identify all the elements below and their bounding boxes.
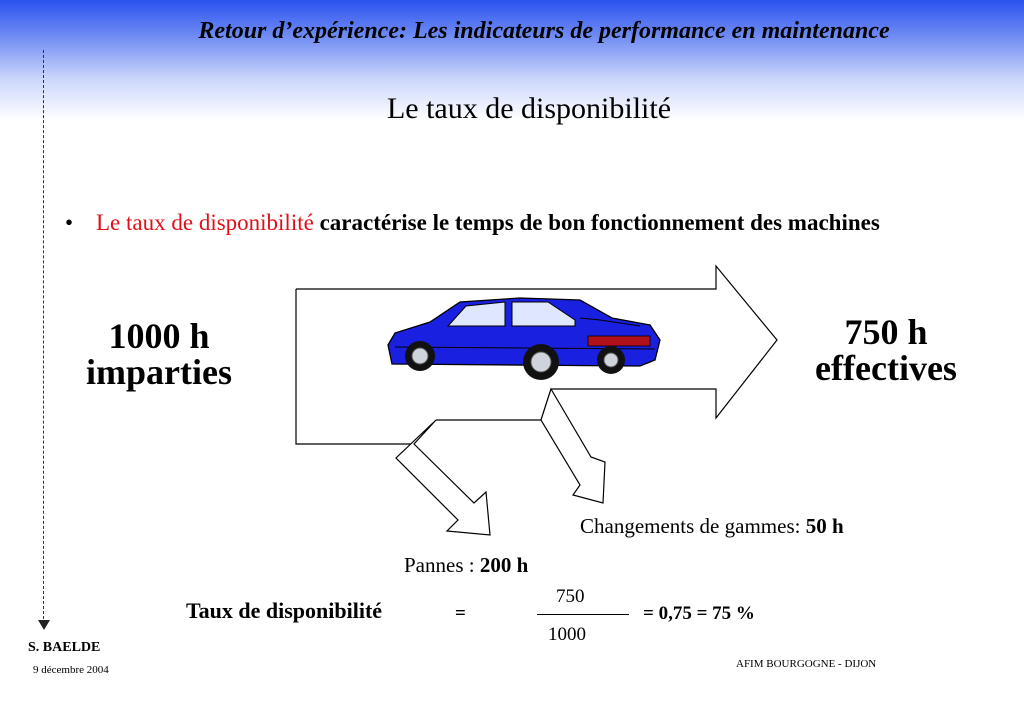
bullet-highlight: Le taux de disponibilité	[96, 210, 314, 235]
pannes-label	[404, 553, 528, 578]
input-hours-caption: imparties	[86, 352, 232, 392]
footer-date: 9 décembre 2004	[33, 664, 109, 676]
slide-title: Le taux de disponibilité	[386, 92, 672, 125]
gammes-label-value: 50 h	[805, 514, 844, 538]
formula-equals: =	[455, 603, 466, 624]
fraction-numerator: 750	[556, 586, 585, 607]
pannes-branch-top	[436, 389, 551, 420]
output-hours-label	[800, 314, 972, 386]
input-hours-label	[78, 318, 240, 390]
footer-author: S. BAELDE	[28, 640, 101, 655]
pannes-label-text: Pannes :	[404, 553, 475, 577]
header-title-text: Retour d’expérience: Les indicateurs de performance en maintenance	[198, 18, 890, 44]
input-hours-value: 1000 h	[108, 316, 210, 356]
formula-result: = 0,75 = 75 %	[643, 603, 755, 624]
pannes-branch-arrow	[396, 420, 490, 535]
footer-organization: AFIM BOURGOGNE - DIJON	[736, 658, 877, 670]
bullet-icon: •	[65, 210, 74, 235]
pannes-label-value: 200 h	[479, 553, 529, 577]
output-hours-caption: effectives	[815, 348, 957, 388]
formula-label: Taux de disponibilité	[186, 598, 383, 623]
fraction-denominator: 1000	[548, 624, 586, 645]
fraction-bar	[537, 614, 629, 615]
bullet-rest: caractérise le temps de bon fonctionnement des machines	[319, 210, 880, 235]
output-hours-value: 750 h	[844, 312, 928, 352]
gammes-label	[580, 514, 844, 539]
gammes-label-text: Changements de gammes:	[580, 514, 801, 538]
gammes-branch-arrow	[541, 389, 605, 503]
